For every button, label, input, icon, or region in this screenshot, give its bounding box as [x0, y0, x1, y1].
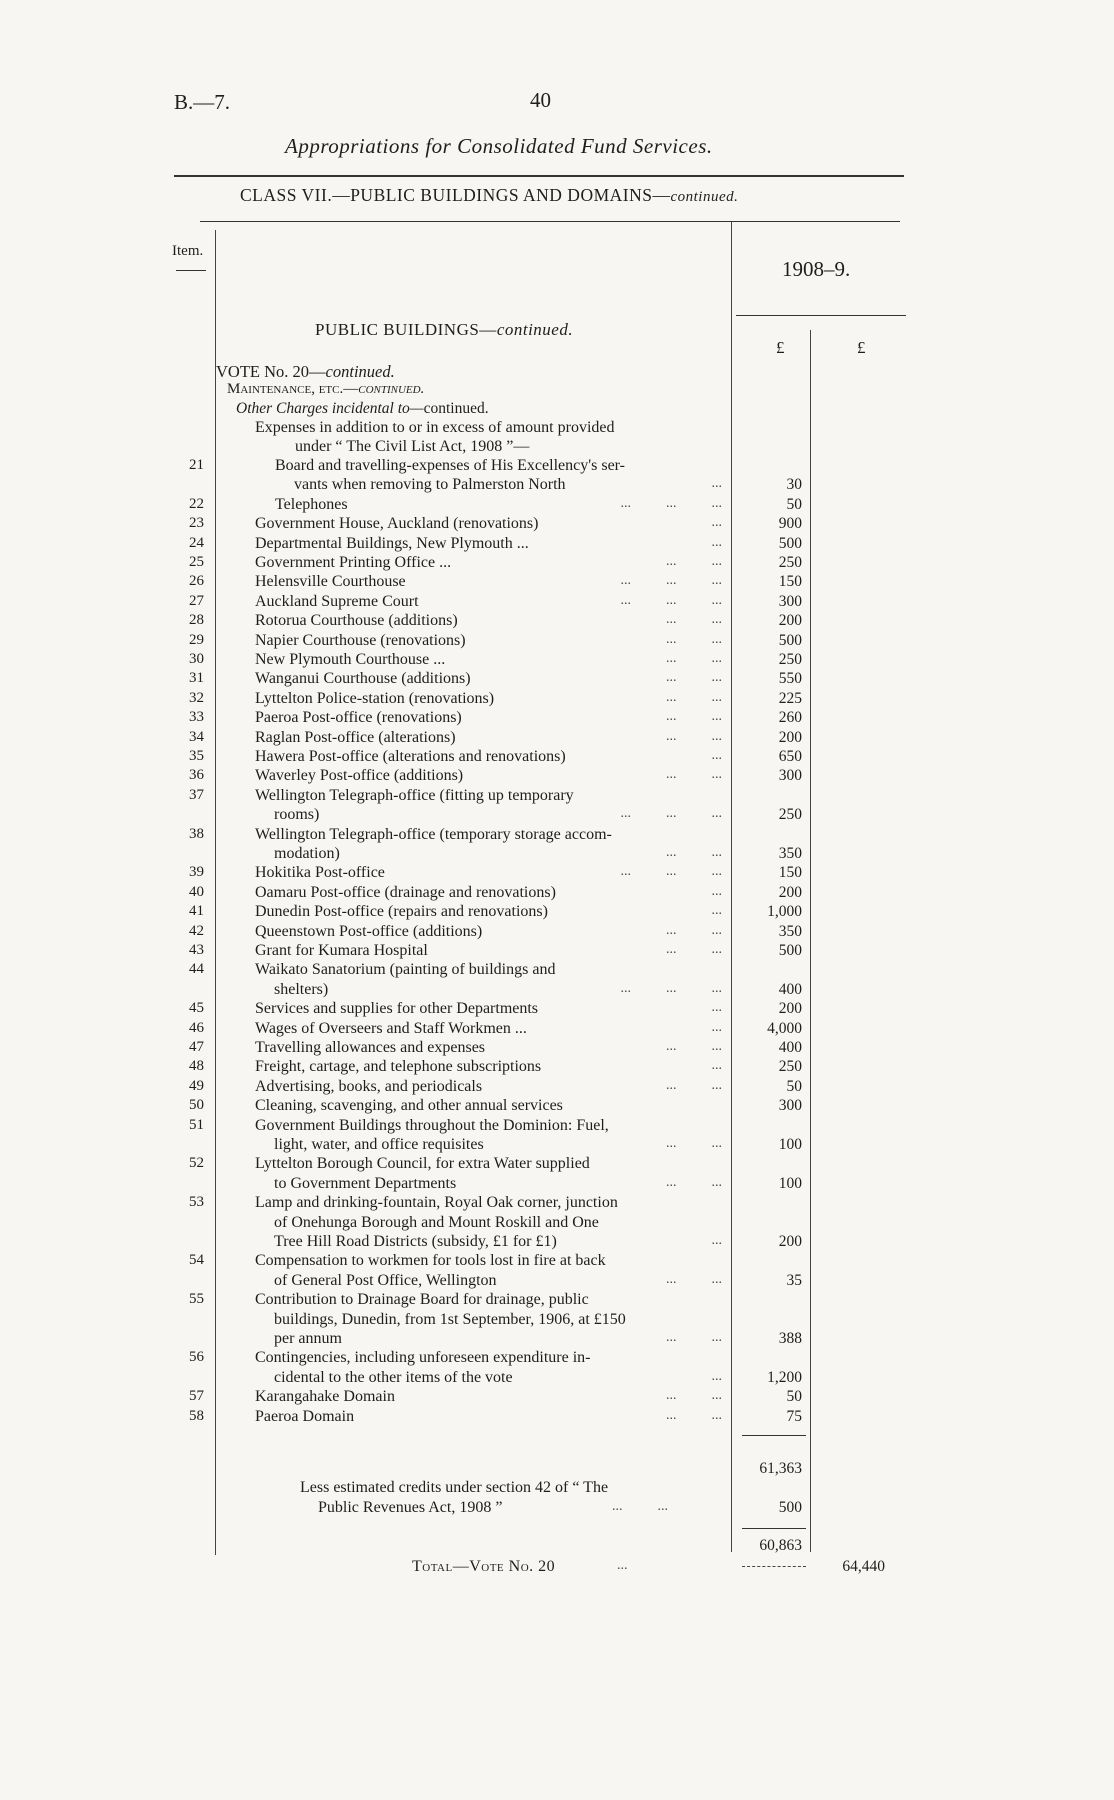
item-number: 51 [189, 1116, 204, 1133]
item-number: 46 [189, 1019, 204, 1036]
item-leader-dots: ... ... [666, 942, 722, 957]
net-rule [742, 1528, 806, 1529]
item-amount: 200 [778, 1000, 802, 1018]
item-leader-dots: ... [711, 1019, 722, 1035]
item-leader-dots: ... ... ... [620, 573, 722, 589]
item-leader-dots: ... [711, 748, 722, 763]
item-leader-dots: ... ... [666, 767, 722, 783]
item-amount: 300 [778, 767, 802, 785]
item-leader-dots: ... [711, 883, 722, 899]
document-reference: B.—7. [174, 90, 231, 114]
subtotal-amount: 61,363 [759, 1460, 802, 1477]
item-leader-dots: ... ... ... [620, 980, 722, 996]
item-description-line: Freight, cartage, and telephone subscriptions [255, 1058, 542, 1076]
item-amount: 260 [778, 709, 802, 727]
item-leader-dots: ... ... [666, 728, 722, 744]
item-leader-dots: ... [711, 534, 722, 550]
pound-header-2: £ [857, 338, 866, 357]
expenses-intro-line-2: under “ The Civil List Act, 1908 ”— [295, 438, 530, 455]
item-leader-dots: ... [711, 1058, 722, 1074]
item-description-line: of General Post Office, Wellington [274, 1271, 497, 1289]
item-number: 37 [189, 786, 204, 803]
item-number: 21 [189, 457, 204, 473]
item-description-line: Wellington Telegraph-office (temporary storage accom- [255, 825, 612, 843]
total-dots: ... [617, 1558, 628, 1573]
item-amount: 35 [786, 1271, 802, 1289]
item-description-line: per annum [274, 1330, 342, 1347]
item-number: 54 [189, 1252, 204, 1269]
vote-heading: VOTE No. 20—continued. [216, 362, 395, 381]
item-description-line: Compensation to workmen for tools lost in fire at back [255, 1252, 606, 1270]
item-amount: 250 [778, 554, 802, 571]
item-amount: 50 [786, 1388, 802, 1406]
item-amount: 350 [778, 845, 802, 862]
item-leader-dots: ... ... [666, 651, 722, 666]
item-amount: 100 [778, 1174, 802, 1192]
item-amount: 200 [778, 883, 802, 901]
item-number: 57 [189, 1388, 204, 1405]
total-amount: 64,440 [842, 1558, 885, 1575]
item-description-line: Government Buildings throughout the Dominion: Fuel, [255, 1116, 609, 1134]
item-amount: 400 [778, 1039, 802, 1056]
item-description-line: Paeroa Domain [255, 1407, 355, 1425]
item-leader-dots: ... ... ... [620, 592, 722, 608]
item-description-line: Contingencies, including unforeseen expenditure in- [255, 1349, 591, 1367]
item-number: 40 [189, 883, 204, 900]
item-amount: 200 [778, 1233, 802, 1250]
less-credits-amount: 500 [778, 1499, 802, 1516]
item-leader-dots: ... ... [666, 1388, 722, 1404]
item-leader-dots: ... [711, 515, 722, 531]
item-number: 29 [189, 631, 204, 648]
item-description-line: Government House, Auckland (renovations) [255, 515, 539, 533]
item-description-line: buildings, Dunedin, from 1st September, 1906, at £150 [274, 1310, 626, 1328]
item-leader-dots: ... ... [666, 689, 722, 705]
item-description-line: Departmental Buildings, New Plymouth ... [255, 534, 529, 552]
item-number: 34 [189, 728, 204, 745]
item-leader-dots: ... ... ... [620, 864, 722, 880]
item-number: 41 [189, 903, 204, 920]
item-description-line: of Onehunga Borough and Mount Roskill and One [274, 1213, 599, 1231]
item-leader-dots: ... ... [666, 1271, 722, 1287]
item-number: 43 [189, 942, 204, 958]
section-heading: PUBLIC BUILDINGS—continued. [315, 320, 574, 339]
item-amount: 300 [778, 592, 802, 610]
amount-column-rule [810, 330, 811, 1552]
item-amount: 150 [778, 864, 802, 882]
item-number: 44 [189, 961, 204, 978]
item-number: 31 [189, 670, 204, 687]
item-amount: 388 [778, 1330, 802, 1347]
item-amount: 4,000 [767, 1019, 802, 1037]
item-description-line: Raglan Post-office (alterations) [255, 728, 456, 746]
item-amount: 1,000 [767, 903, 802, 921]
item-amount: 50 [786, 1077, 802, 1095]
item-amount: 350 [778, 922, 802, 940]
item-amount: 75 [786, 1407, 802, 1425]
net-amount: 60,863 [759, 1537, 802, 1554]
item-leader-dots: ... ... [666, 1330, 722, 1345]
item-description-line: Tree Hill Road Districts (subsidy, £1 for £1) [274, 1233, 557, 1250]
item-amount: 500 [778, 631, 802, 649]
item-leader-dots: ... ... [666, 709, 722, 725]
item-number: 42 [189, 922, 204, 939]
item-description-line: Queenstown Post-office (additions) [255, 922, 483, 940]
item-description-line: New Plymouth Courthouse ... [255, 651, 446, 668]
item-number: 53 [189, 1194, 204, 1211]
item-description-line: Wages of Overseers and Staff Workmen ... [255, 1019, 527, 1037]
year-column-header: 1908–9. [782, 257, 851, 281]
item-leader-dots: ... ... ... [620, 806, 722, 822]
item-leader-dots: ... [711, 1233, 722, 1248]
item-description-line: Cleaning, scavenging, and other annual services [255, 1097, 563, 1115]
item-description-line: Helensville Courthouse [255, 573, 406, 591]
item-number: 45 [189, 1000, 204, 1017]
item-number: 48 [189, 1058, 204, 1075]
item-leader-dots: ... ... [666, 1174, 722, 1190]
title-rule [174, 175, 904, 177]
item-description-line: Karangahake Domain [255, 1388, 395, 1406]
item-number: 32 [189, 689, 204, 706]
item-amount: 200 [778, 728, 802, 746]
item-description-line: Wanganui Courthouse (additions) [255, 670, 471, 688]
item-description-line: light, water, and office requisites [274, 1136, 484, 1153]
item-amount: 250 [778, 806, 802, 824]
item-description-line: Government Printing Office ... [255, 554, 452, 571]
class-heading: CLASS VII.—PUBLIC BUILDINGS AND DOMAINS—continued. [240, 185, 739, 205]
item-number: 52 [189, 1155, 204, 1172]
item-number: 58 [189, 1407, 204, 1424]
item-amount: 1,200 [767, 1368, 802, 1386]
item-number: 30 [189, 651, 204, 667]
item-amount: 300 [778, 1097, 802, 1115]
item-column-header: Item. [172, 243, 204, 259]
item-amount: 900 [778, 515, 802, 533]
pound-header-1: £ [776, 338, 785, 357]
item-amount: 200 [778, 612, 802, 630]
item-description-line: Lamp and drinking-fountain, Royal Oak corner, junction [255, 1194, 618, 1212]
expenses-intro-line-1: Expenses in addition to or in excess of amount provided [255, 419, 615, 436]
item-description-line: Lyttelton Borough Council, for extra Water supplied [255, 1155, 590, 1173]
item-leader-dots: ... ... [666, 1407, 722, 1423]
item-number: 49 [189, 1077, 204, 1094]
item-description-line: Waverley Post-office (additions) [255, 767, 464, 785]
item-number: 26 [189, 573, 204, 590]
item-amount: 250 [778, 1058, 802, 1076]
item-description-line: modation) [274, 845, 340, 862]
item-description-line: Rotorua Courthouse (additions) [255, 612, 458, 630]
item-description-line: Advertising, books, and periodicals [255, 1077, 483, 1095]
item-amount: 150 [778, 573, 802, 591]
item-number: 28 [189, 612, 204, 629]
item-description-line: vants when removing to Palmerston North [294, 476, 566, 494]
item-number: 47 [189, 1039, 204, 1055]
page-title: Appropriations for Consolidated Fund Services. [285, 134, 713, 158]
item-leader-dots: ... ... [666, 922, 722, 938]
item-leader-dots: ... ... [666, 1077, 722, 1093]
item-leader-dots: ... ... [666, 554, 722, 569]
item-number: 56 [189, 1349, 204, 1366]
item-number: 55 [189, 1291, 204, 1308]
item-description-line: Grant for Kumara Hospital [255, 942, 428, 959]
item-amount: 225 [778, 689, 802, 707]
item-number: 27 [189, 592, 204, 609]
item-number: 25 [189, 554, 204, 570]
item-amount: 400 [778, 980, 802, 998]
page-number: 40 [530, 88, 551, 112]
item-description-line: Auckland Supreme Court [255, 592, 419, 610]
item-description-line: Hokitika Post-office [255, 864, 385, 882]
subtotal-rule [742, 1435, 806, 1436]
item-head-rule [176, 270, 206, 271]
item-description-line: Napier Courthouse (renovations) [255, 631, 466, 649]
item-leader-dots: ... [711, 476, 722, 492]
item-description-line: Waikato Sanatorium (painting of buildings and [255, 961, 556, 979]
item-description-line: Dunedin Post-office (repairs and renovations) [255, 903, 548, 921]
item-description-line: rooms) [274, 806, 320, 824]
item-description-line: shelters) [274, 980, 329, 998]
item-description-line: Contribution to Drainage Board for drainage, public [255, 1291, 589, 1309]
item-description-line: to Government Departments [274, 1174, 457, 1192]
item-amount: 250 [778, 651, 802, 668]
item-description-line: cidental to the other items of the vote [274, 1368, 513, 1386]
item-description-line: Travelling allowances and expenses [255, 1039, 486, 1056]
item-leader-dots: ... ... [666, 670, 722, 686]
maintenance-heading: Maintenance, etc.—continued. [227, 381, 425, 397]
item-amount: 650 [778, 748, 802, 765]
other-charges-heading: Other Charges incidental to—continued. [236, 400, 489, 417]
item-amount: 500 [778, 534, 802, 552]
item-number: 22 [189, 495, 204, 512]
item-description-line: Paeroa Post-office (renovations) [255, 709, 462, 727]
item-leader-dots: ... [711, 1368, 722, 1384]
item-leader-dots: ... ... [666, 612, 722, 628]
item-leader-dots: ... [711, 1000, 722, 1016]
item-column-rule [215, 230, 216, 1555]
item-leader-dots: ... ... ... [620, 495, 722, 511]
item-description-line: Lyttelton Police-station (renovations) [255, 689, 495, 707]
item-leader-dots: ... ... [666, 1136, 722, 1151]
year-rule [736, 315, 906, 316]
item-description-line: Oamaru Post-office (drainage and renovations) [255, 883, 556, 901]
less-credits-line-2: Public Revenues Act, 1908 ” [318, 1499, 503, 1516]
item-description-line: Hawera Post-office (alterations and renovations) [255, 748, 566, 765]
item-description-line: Board and travelling-expenses of His Excellency's ser- [275, 457, 625, 474]
item-amount: 500 [778, 942, 802, 959]
item-amount: 50 [786, 495, 802, 513]
item-description-line: Wellington Telegraph-office (fitting up temporary [255, 786, 574, 804]
item-description-line: Services and supplies for other Departments [255, 1000, 539, 1018]
item-number: 24 [189, 534, 204, 551]
class-rule [200, 221, 900, 222]
item-number: 38 [189, 825, 204, 842]
item-number: 33 [189, 709, 204, 726]
total-label: Total—Vote No. 20 [412, 1558, 556, 1575]
item-description-line: Telephones [275, 495, 348, 513]
less-credits-line-1: Less estimated credits under section 42 of “ The [300, 1479, 609, 1496]
item-amount: 30 [786, 476, 802, 494]
item-amount: 550 [778, 670, 802, 688]
item-leader-dots: ... ... [666, 845, 722, 860]
item-number: 39 [189, 864, 204, 881]
item-leader-dots: ... ... [666, 1039, 722, 1054]
item-number: 35 [189, 748, 204, 764]
item-amount: 100 [778, 1136, 802, 1153]
item-number: 36 [189, 767, 204, 784]
item-leader-dots: ... ... [666, 631, 722, 647]
item-leader-dots: ... [711, 903, 722, 919]
item-number: 23 [189, 515, 204, 532]
less-credits-dots: ... ... [612, 1499, 668, 1514]
item-number: 50 [189, 1097, 204, 1114]
